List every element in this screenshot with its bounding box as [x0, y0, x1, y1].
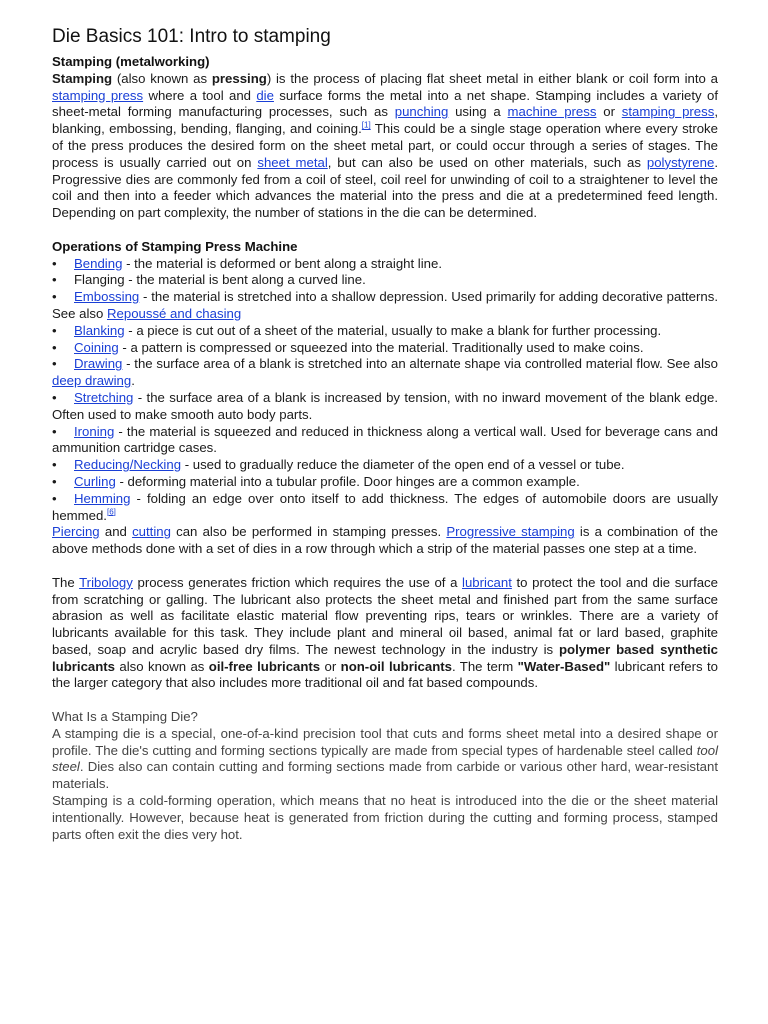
operations-list: [52, 256, 718, 525]
link-sheet-metal[interactable]: sheet metal: [257, 154, 328, 170]
link-progressive-stamping[interactable]: Progressive stamping: [446, 524, 575, 540]
link-stamping-press-2[interactable]: stamping press: [621, 104, 715, 120]
bold-term: "Water-Based": [517, 658, 611, 674]
bullet: •: [52, 339, 57, 355]
text: - folding an edge over onto itself to add thickness. The edges of automobile doors are usually hemmed.: [52, 490, 718, 523]
text: This could be a single stage operation where every stroke of the press produces the desired form on the sheet metal part, or could occur through a series of stages. The process is usually carried out on: [52, 121, 718, 170]
text: - the material is bent along a curved line.: [124, 272, 366, 288]
link-blanking[interactable]: Blanking: [74, 322, 125, 338]
bullet: •: [52, 322, 57, 338]
text: , blanking, embossing, bending, flanging, and coining.: [52, 104, 718, 137]
text: - a pattern is compressed or squeezed into the material. Traditionally used to make coins.: [118, 339, 644, 355]
bullet: •: [52, 473, 57, 489]
link-curling[interactable]: Curling: [74, 473, 116, 489]
bullet: •: [52, 255, 57, 271]
bullet: •: [52, 356, 57, 372]
text: and: [99, 524, 133, 540]
text: ) is the process of placing flat sheet metal in either blank or coil form into a: [266, 70, 718, 86]
text: .: [131, 373, 135, 389]
text: lubricant refers to the larger category that also includes more traditional oil and fat based compounds.: [52, 658, 718, 691]
link-reducing-necking[interactable]: Reducing/Necking: [74, 457, 182, 473]
list-item: [52, 424, 718, 458]
text: can also be performed in stamping presses.: [170, 524, 447, 540]
link-cutting[interactable]: cutting: [132, 524, 171, 540]
text: - the surface area of a blank is increased by tension, with no inward movement of the blank edge. Often used to make smooth auto body parts.: [52, 389, 718, 422]
list-item: [52, 491, 718, 525]
bold-term: non-oil lubricants: [340, 658, 452, 674]
link-coining[interactable]: Coining: [74, 339, 119, 355]
bold-term: oil-free lubricants: [208, 658, 321, 674]
text: . The term: [451, 658, 518, 674]
stamping-paragraph: [52, 71, 718, 222]
bold-term: Stamping: [52, 70, 113, 86]
text: . Dies also can contain cutting and forming sections made from carbide or various other hard, wear-resistant materials.: [52, 759, 718, 792]
link-tribology[interactable]: Tribology: [79, 574, 133, 590]
text: or: [596, 104, 622, 120]
list-item: [52, 457, 718, 474]
list-item: [52, 289, 718, 323]
list-item: [52, 356, 718, 390]
italic-term: tool steel: [52, 742, 718, 775]
link-die[interactable]: die: [256, 87, 274, 103]
bullet: •: [52, 289, 57, 305]
text: - the material is squeezed and reduced in thickness along a vertical wall. Used for beverage cans and ammunition cartridge cases.: [52, 423, 718, 456]
text: - used to gradually reduce the diameter of the open end of a vessel or tube.: [181, 457, 625, 473]
bullet: •: [52, 423, 57, 439]
link-bending[interactable]: Bending: [74, 255, 123, 271]
link-piercing[interactable]: Piercing: [52, 524, 100, 540]
stamping-die-paragraph: [52, 726, 718, 793]
link-embossing[interactable]: Embossing: [74, 289, 140, 305]
text: is a combination of the above methods done with a set of dies in a row through which a strip of the material passes one step at a time.: [52, 524, 718, 557]
list-item: [52, 323, 718, 340]
text: - a piece is cut out of a sheet of the material, usually to make a blank for further processing.: [124, 322, 662, 338]
text: surface forms the metal into a net shape. Stamping includes a variety of sheet-metal forming manufacturing processes, such as: [52, 87, 718, 120]
page-title: Die Basics 101: Intro to stamping: [52, 26, 331, 47]
footnote-ref-6[interactable]: [6]: [106, 507, 116, 517]
bullet: •: [52, 389, 57, 405]
text: or: [320, 658, 341, 674]
link-ironing[interactable]: Ironing: [74, 423, 115, 439]
list-item: [52, 256, 718, 273]
link-machine-press[interactable]: machine press: [507, 104, 597, 120]
text: , but can also be used on other materials, such as: [327, 154, 647, 170]
text: where a tool and: [143, 87, 257, 103]
text: also known as: [115, 658, 209, 674]
cold-forming-paragraph: Stamping is a cold-forming operation, which means that no heat is introduced into the die or the sheet material intentionally. However, because heat is generated from friction during the cutting and forming process, stamped parts often exit the dies very hot.: [52, 793, 718, 842]
link-repousse[interactable]: Repoussé and chasing: [107, 305, 242, 321]
link-hemming[interactable]: Hemming: [74, 490, 131, 506]
list-item: [52, 390, 718, 424]
list-item: [52, 272, 718, 289]
text: using a: [448, 104, 508, 120]
text: (also known as: [112, 70, 212, 86]
link-deep-drawing[interactable]: deep drawing: [52, 373, 132, 389]
bold-term: polymer based synthetic lubricants: [52, 641, 718, 674]
section-heading-stamping-die: What Is a Stamping Die?: [52, 709, 198, 725]
link-lubricant[interactable]: lubricant: [462, 574, 512, 590]
bullet: •: [52, 272, 57, 288]
text: The: [52, 574, 80, 590]
text: to protect the tool and die surface from scratching or galling. The lubricant also protects the sheet metal and finished part from the same surface abrasion as well as facilitate elastic material flow preventing rips, tears or wrinkles. There are a variety of lubricants available for this task. They include plant and mineral oil based, animal fat or lard based, graphite based, soap and acrylic based dry films. The newest technology in the industry is: [52, 574, 718, 657]
text: process generates friction which requires the use of a: [132, 574, 463, 590]
bold-term: pressing: [211, 70, 267, 86]
link-polystyrene[interactable]: polystyrene: [646, 154, 715, 170]
text: . Progressive dies are commonly fed from a coil of steel, coil reel for unwinding of coil to a straightener to level the coil and then into a feeder which advances the material into the press and die at a predetermined feed length. Depending on part complexity, the number of stations in the die can be determined.: [52, 154, 718, 221]
list-item: [52, 340, 718, 357]
link-drawing[interactable]: Drawing: [74, 356, 123, 372]
text: - the material is deformed or bent along a straight line.: [122, 255, 443, 271]
link-stamping-press[interactable]: stamping press: [52, 87, 144, 103]
link-stretching[interactable]: Stretching: [74, 389, 134, 405]
list-item: [52, 474, 718, 491]
text: A stamping die is a special, one-of-a-kind precision tool that cuts and forms sheet metal into a desired shape or profile. The die's cutting and forming sections typically are made from special types of hardenable steel called: [52, 725, 718, 758]
tribology-paragraph: [52, 575, 718, 693]
text: - deforming material into a tubular profile. Door hinges are a common example.: [115, 473, 580, 489]
section-heading-operations: Operations of Stamping Press Machine: [52, 238, 298, 254]
term: Flanging: [74, 272, 125, 288]
progressive-paragraph: [52, 524, 718, 558]
section-heading-stamping: Stamping (metalworking): [52, 54, 210, 69]
bullet: •: [52, 490, 57, 506]
text: - the surface area of a blank is stretched into an alternate shape via controlled material flow. See also: [122, 356, 718, 372]
bullet: •: [52, 457, 57, 473]
link-punching[interactable]: punching: [394, 104, 449, 120]
footnote-ref-1[interactable]: [1]: [361, 120, 371, 130]
text: - the material is stretched into a shallow depression. Used primarily for adding decorative patterns. See also: [52, 289, 718, 321]
